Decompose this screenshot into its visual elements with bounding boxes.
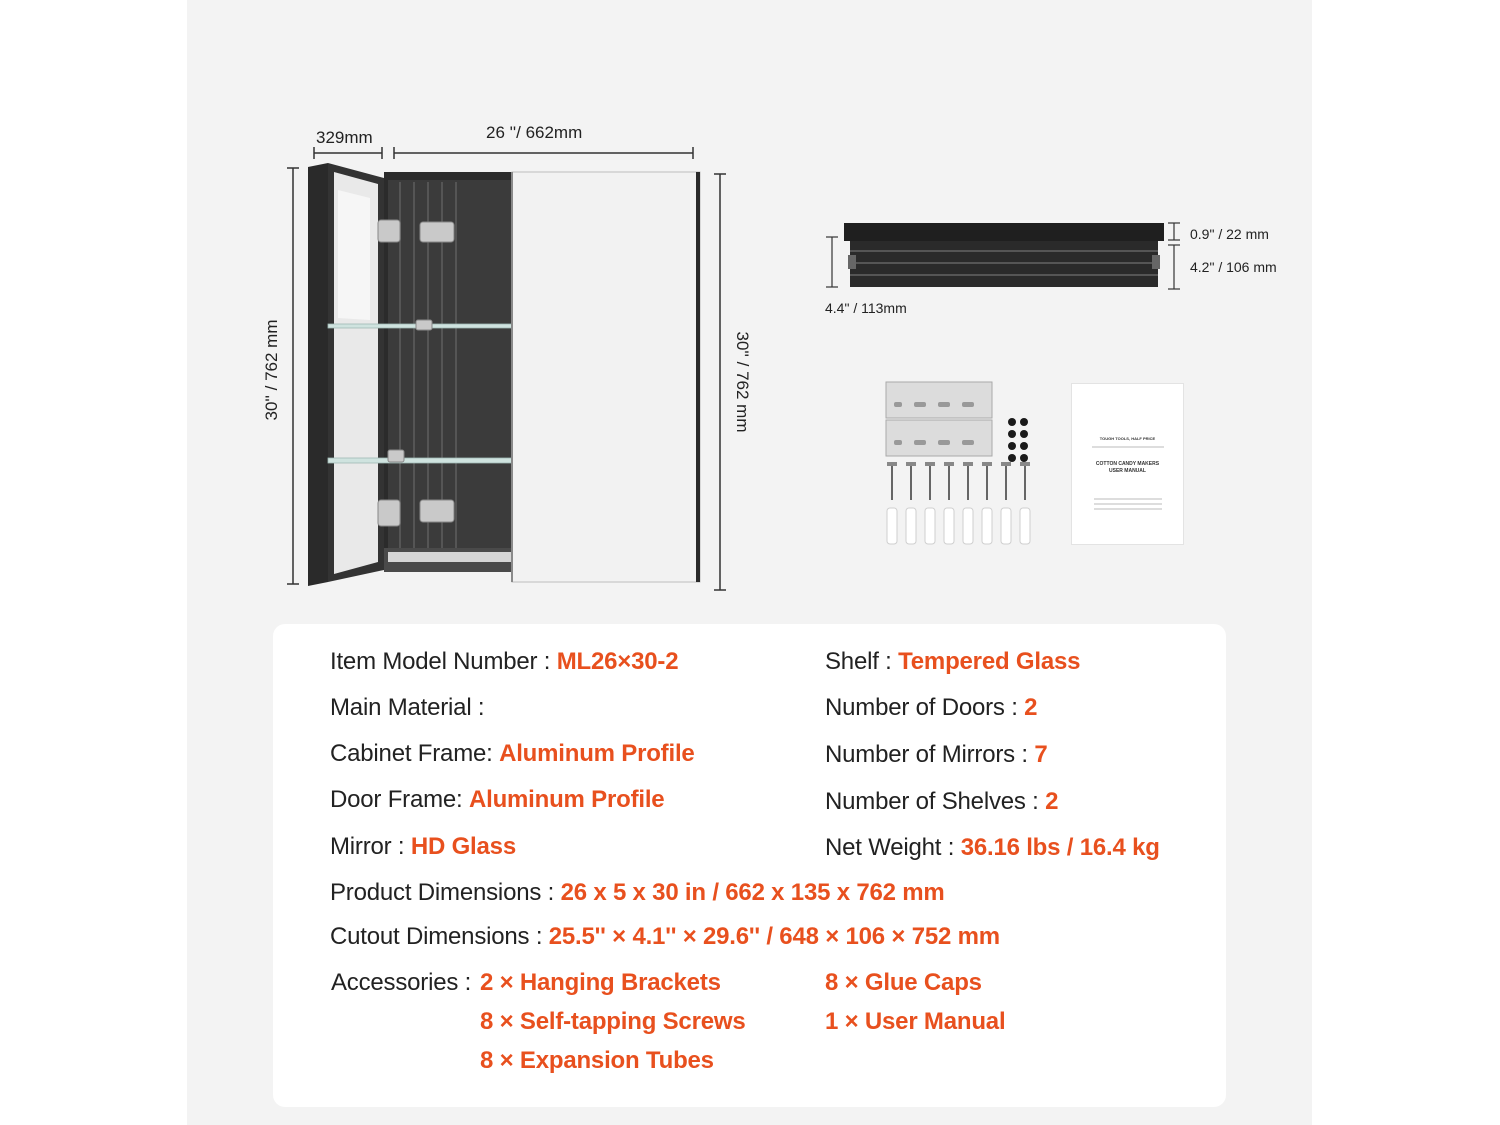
spec-door-frame bbox=[330, 786, 664, 814]
height-left-label: 30'' / 762 mm bbox=[262, 319, 281, 421]
spec-mirror-label: Mirror : bbox=[330, 833, 411, 860]
accessory-item: 8 × Glue Caps bbox=[825, 969, 982, 996]
manual-title: USER MANUAL bbox=[1109, 468, 1146, 474]
spec-cutout-dimensions-label: Cutout Dimensions : bbox=[330, 923, 549, 950]
spec-shelves bbox=[825, 788, 1058, 816]
accessories-illustration bbox=[880, 378, 1050, 548]
spec-shelf bbox=[825, 648, 1080, 676]
spec-cutout-dimensions-value: 25.5'' × 4.1'' × 29.6'' / 648 × 106 × 752 mm bbox=[548, 923, 1000, 950]
left-door bbox=[308, 163, 328, 586]
width-top-label: 26 ''/ 662mm bbox=[486, 123, 583, 142]
cutout-depth-label: 4.2" / 106 mm bbox=[1190, 259, 1277, 275]
height-right-label: 30'' / 762 mm bbox=[733, 331, 752, 433]
spec-model-label: Item Model Number : bbox=[330, 648, 557, 675]
spec-mirrors-label: Number of Mirrors : bbox=[825, 741, 1035, 768]
spec-shelf-label: Shelf : bbox=[825, 648, 899, 675]
spec-accessories-label: Accessories : bbox=[331, 969, 472, 996]
frame-depth-label: 0.9" / 22 mm bbox=[1190, 226, 1269, 242]
spec-model bbox=[330, 648, 678, 676]
spec-shelves-value: 2 bbox=[1045, 788, 1059, 815]
manual-tagline: TOUGH TOOLS, HALF PRICE bbox=[1099, 436, 1156, 441]
accessory-item: 1 × User Manual bbox=[825, 1008, 1006, 1035]
spec-door-frame-value: Aluminum Profile bbox=[468, 786, 665, 813]
accessory-item: 8 × Self-tapping Screws bbox=[480, 1008, 746, 1035]
spec-mirror bbox=[330, 833, 516, 861]
user-manual-booklet bbox=[1072, 384, 1183, 544]
spec-mirrors-value: 7 bbox=[1034, 741, 1048, 768]
spec-main-material bbox=[330, 694, 484, 722]
depth-top-label: 329mm bbox=[316, 128, 373, 147]
screw bbox=[892, 466, 1025, 500]
spec-doors bbox=[825, 694, 1037, 722]
spec-mirrors bbox=[825, 741, 1048, 769]
glue-cap bbox=[1008, 418, 1028, 462]
spec-shelf-value: Tempered Glass bbox=[898, 648, 1081, 675]
accessory-item: 2 × Hanging Brackets bbox=[480, 969, 721, 996]
spec-cutout-dimensions bbox=[330, 923, 1000, 951]
manual-product-name: COTTON CANDY MAKERS bbox=[1095, 461, 1160, 467]
spec-product-dimensions-value: 26 x 5 x 30 in / 662 x 135 x 762 mm bbox=[560, 879, 945, 906]
spec-product-dimensions-label: Product Dimensions : bbox=[330, 879, 561, 906]
spec-product-dimensions bbox=[330, 879, 945, 907]
spec-weight-label: Net Weight : bbox=[825, 834, 961, 861]
spec-model-value: ML26×30-2 bbox=[556, 648, 679, 675]
spec-cabinet-frame-value: Aluminum Profile bbox=[499, 740, 695, 767]
spec-main-material-label: Main Material : bbox=[330, 694, 485, 721]
spec-door-frame-label: Door Frame: bbox=[330, 786, 469, 813]
mirror-door bbox=[512, 172, 700, 582]
spec-weight-value: 36.16 lbs / 16.4 kg bbox=[960, 834, 1160, 861]
expansion-tube bbox=[887, 508, 1030, 544]
accessory-item: 8 × Expansion Tubes bbox=[480, 1047, 714, 1074]
spec-shelves-label: Number of Shelves : bbox=[825, 788, 1046, 815]
spec-weight bbox=[825, 834, 1160, 862]
spec-doors-value: 2 bbox=[1024, 694, 1038, 721]
spec-cabinet-frame-label: Cabinet Frame: bbox=[330, 740, 500, 767]
spec-mirror-value: HD Glass bbox=[410, 833, 516, 860]
hanging-bracket bbox=[886, 382, 992, 456]
spec-doors-label: Number of Doors : bbox=[825, 694, 1025, 721]
top-view-illustration bbox=[820, 215, 1190, 300]
spec-cabinet-frame bbox=[330, 740, 695, 768]
side-depth-label: 4.4" / 113mm bbox=[825, 300, 907, 316]
